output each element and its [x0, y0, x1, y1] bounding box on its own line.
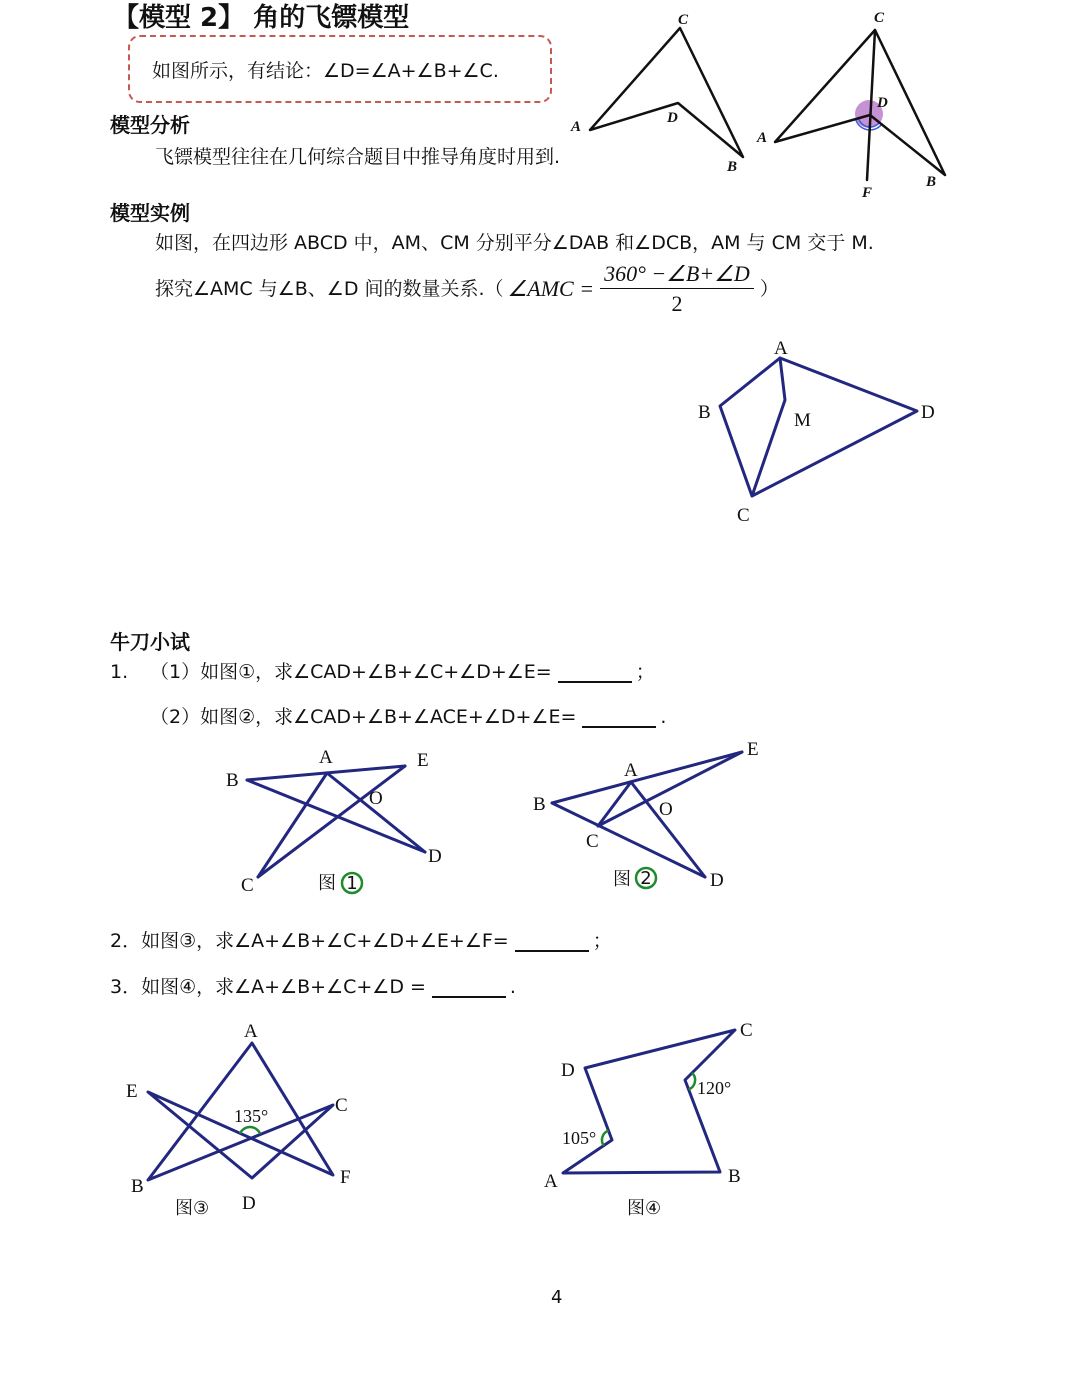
quad-label-c: C	[737, 505, 750, 526]
question-1-part-2	[150, 705, 666, 729]
question-2-text: 如图③，求∠A+∠B+∠C+∠D+∠E+∠F=	[141, 930, 509, 952]
figure-1	[226, 747, 442, 896]
practice-heading: 牛刀小试	[110, 630, 190, 654]
formula-lhs: ∠AMC =	[507, 276, 595, 301]
bisectors-am-cm	[752, 358, 785, 496]
fig4-outline	[563, 1030, 735, 1173]
example-line-2-prefix: 探究∠AMC 与∠B、∠D 间的数量关系.（	[155, 278, 504, 300]
quadrilateral-diagram	[698, 338, 935, 526]
answer-blank-3	[432, 976, 506, 998]
fig3-angle-label: 135°	[234, 1106, 269, 1126]
fig2-caption-number: 2	[640, 868, 652, 889]
fig2-segment-ad	[631, 782, 705, 877]
quad-label-a: A	[774, 338, 788, 359]
fig3-label-f: F	[340, 1167, 351, 1188]
question-3	[110, 975, 516, 999]
dart-diagram	[570, 12, 743, 175]
dart-label-c: C	[678, 12, 689, 28]
fig4-angle-label-upper: 120°	[697, 1078, 732, 1098]
fig2-label-a: A	[624, 760, 638, 781]
fig4-label-c: C	[740, 1020, 753, 1041]
quad-label-m: M	[794, 410, 811, 431]
fig2-label-d: D	[710, 870, 724, 891]
dart-label-b: B	[727, 159, 738, 175]
conclusion-text: 如图所示，有结论：∠D=∠A+∠B+∠C.	[152, 59, 499, 82]
formula-denominator: 2	[671, 291, 683, 316]
fig2-segment-be	[552, 752, 742, 803]
fig1-segment-bd	[247, 780, 425, 852]
question-1-part-1	[110, 660, 655, 684]
fig3-label-d: D	[242, 1193, 256, 1214]
dart-extended-outline	[775, 30, 945, 175]
fig2-label-o: O	[659, 799, 673, 820]
question-1-part-1-text: （1）如图①，求∠CAD+∠B+∠C+∠D+∠E=	[150, 661, 552, 683]
dart2-label-b: B	[926, 174, 937, 190]
dart2-label-f: F	[862, 185, 873, 201]
fig2-label-c: C	[586, 831, 599, 852]
example-line-2	[155, 262, 779, 316]
figure-2	[533, 739, 759, 891]
formula-numerator: 360° −∠B+∠D	[600, 262, 754, 289]
fig2-label-b: B	[533, 794, 546, 815]
dart2-label-a: A	[757, 130, 768, 146]
analysis-text: 飞镖模型往往在几何综合题目中推导角度时用到.	[155, 146, 561, 168]
page-title: 【模型 2】 角的飞镖模型	[113, 3, 410, 33]
question-2-number: 2．	[110, 930, 142, 952]
quadrilateral-abcd	[720, 358, 917, 496]
dart-label-a: A	[571, 119, 582, 135]
question-1-number: 1.	[110, 661, 129, 683]
page-number: 4	[551, 1287, 563, 1308]
fig2-segment-bd	[552, 803, 705, 877]
fig3-angle-arc	[240, 1127, 260, 1134]
dart-outline	[590, 28, 743, 157]
question-2	[110, 929, 612, 953]
question-3-text: 如图④，求∠A+∠B+∠C+∠D =	[141, 976, 426, 998]
fig1-caption-prefix: 图	[318, 873, 336, 894]
question-1-part-2-text: （2）如图②，求∠CAD+∠B+∠ACE+∠D+∠E=	[150, 706, 577, 728]
fig4-label-a: A	[544, 1171, 558, 1192]
fig1-label-b: B	[226, 770, 239, 791]
fig3-label-b: B	[131, 1176, 144, 1197]
fig1-label-c: C	[241, 875, 254, 896]
fig4-caption: 图④	[627, 1198, 662, 1219]
question-1-part-2-end: .	[660, 706, 667, 728]
dart-label-d: D	[667, 110, 678, 126]
dart2-label-c: C	[874, 10, 885, 26]
fig1-segment-ec	[258, 766, 405, 877]
fig4-label-b: B	[728, 1166, 741, 1187]
fig1-label-d: D	[428, 846, 442, 867]
question-3-number: 3．	[110, 976, 142, 998]
dart2-label-d: D	[877, 95, 888, 111]
fig2-caption-prefix: 图	[613, 869, 631, 890]
question-2-end: ；	[592, 930, 612, 952]
answer-blank-1-2	[582, 706, 656, 728]
fig1-label-e: E	[417, 750, 429, 771]
fig1-label-o: O	[369, 788, 383, 809]
formula-fraction	[600, 262, 754, 316]
example-line-1: 如图，在四边形 ABCD 中，AM、CM 分别平分∠DAB 和∠DCB，AM 与 CM 交于 M.	[155, 232, 874, 254]
fig1-label-a: A	[319, 747, 333, 768]
quad-label-d: D	[921, 402, 935, 423]
example-line-2-suffix: ）	[759, 278, 779, 300]
answer-blank-1-1	[558, 661, 632, 683]
fig4-angle-label-lower: 105°	[562, 1128, 597, 1148]
question-3-end: .	[509, 976, 516, 998]
quad-label-b: B	[698, 402, 711, 423]
answer-blank-2	[515, 930, 589, 952]
dart-extended-diagram	[756, 10, 945, 201]
fig4-label-d: D	[561, 1060, 575, 1081]
fig3-label-a: A	[244, 1021, 258, 1042]
conclusion-box	[128, 35, 552, 103]
example-heading: 模型实例	[110, 201, 190, 225]
fig3-label-e: E	[126, 1081, 138, 1102]
analysis-heading: 模型分析	[110, 113, 190, 137]
fig2-label-e: E	[747, 739, 759, 760]
figure-4	[544, 1020, 753, 1219]
fig3-label-c: C	[335, 1095, 348, 1116]
fig3-caption: 图③	[175, 1198, 210, 1219]
figure-3	[126, 1021, 351, 1219]
fig1-caption-number: 1	[346, 873, 358, 894]
question-1-part-1-end: ；	[635, 661, 655, 683]
